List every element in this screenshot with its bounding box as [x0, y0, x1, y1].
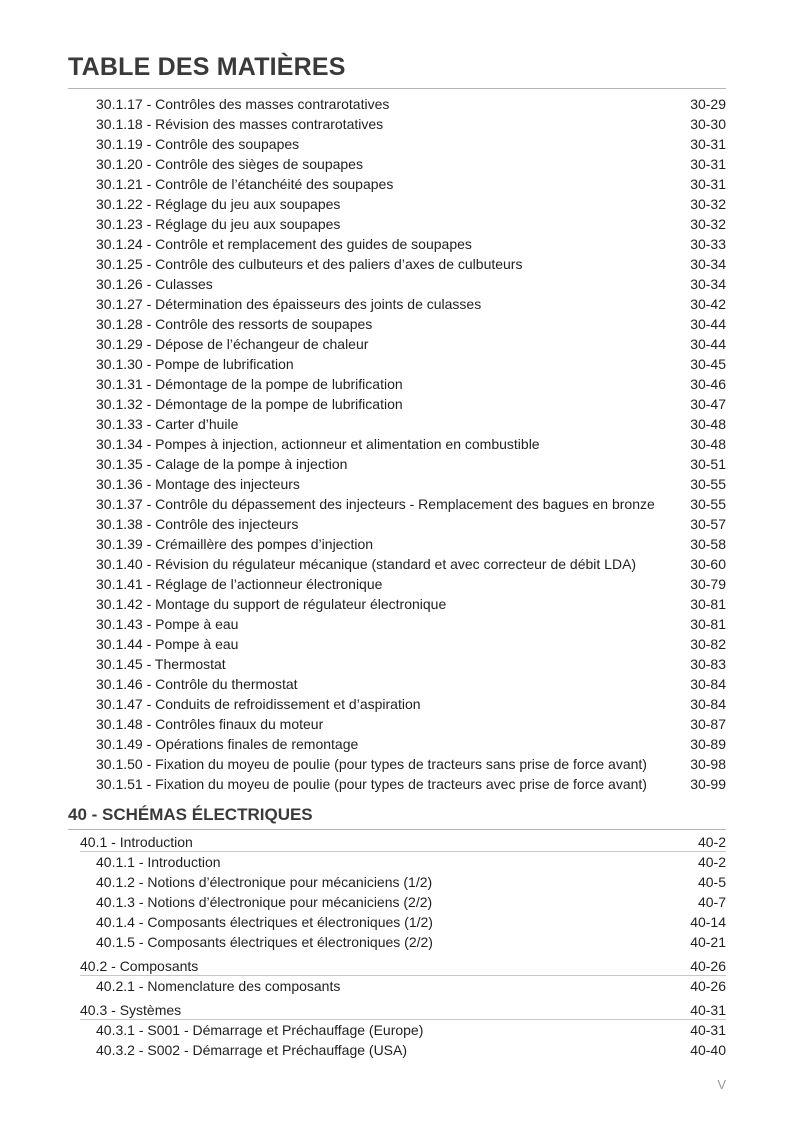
toc-entry[interactable] [96, 94, 726, 114]
toc-entry-label: 30.1.33 - Carter d’huile [96, 416, 239, 432]
toc-entry-label: 30.1.42 - Montage du support de régulateur électronique [96, 596, 447, 612]
toc-entry-page: 30-48 [690, 436, 726, 452]
toc-entry[interactable] [96, 114, 726, 134]
toc-entry-label: 30.1.30 - Pompe de lubrification [96, 356, 294, 372]
toc-entry[interactable] [96, 254, 726, 274]
toc-entry-page: 30-60 [690, 556, 726, 572]
toc-subsection-label: 40.3 - Systèmes [80, 1002, 182, 1018]
toc-entry-page: 30-46 [690, 376, 726, 392]
toc-entry-label: 30.1.46 - Contrôle du thermostat [96, 676, 298, 692]
toc-entry[interactable] [96, 654, 726, 674]
toc-entry-page: 40-2 [697, 854, 726, 870]
toc-entry-page: 30-42 [690, 296, 726, 312]
toc-entry-label: 30.1.27 - Détermination des épaisseurs des joints de culasses [96, 296, 482, 312]
toc-entry-page: 30-45 [690, 356, 726, 372]
page-title: TABLE DES MATIÈRES [68, 53, 346, 81]
toc-entry-label: 30.1.40 - Révision du régulateur mécanique (standard et avec correcteur de débit LDA) [96, 556, 637, 572]
toc-entry[interactable] [96, 314, 726, 334]
toc-entry-label: 40.2.1 - Nomenclature des composants [96, 978, 341, 994]
toc-entry-label: 30.1.43 - Pompe à eau [96, 616, 239, 632]
toc-entry-page: 30-57 [690, 516, 726, 532]
toc-entry[interactable] [96, 774, 726, 794]
toc-entry-label: 40.1.5 - Composants électriques et électroniques (2/2) [96, 934, 433, 950]
toc-entry-label: 40.3.2 - S002 - Démarrage et Préchauffage (USA) [96, 1042, 408, 1058]
toc-entry[interactable] [96, 594, 726, 614]
toc-entry[interactable] [96, 574, 726, 594]
toc-entry[interactable] [96, 872, 726, 892]
toc-entry[interactable] [96, 1020, 726, 1040]
toc-entry-label: 30.1.44 - Pompe à eau [96, 636, 239, 652]
toc-entry-page: 30-99 [690, 776, 726, 792]
toc-entry-label: 40.1.3 - Notions d’électronique pour mécaniciens (2/2) [96, 894, 433, 910]
toc-entry-label: 30.1.35 - Calage de la pompe à injection [96, 456, 348, 472]
toc-entry-label: 30.1.31 - Démontage de la pompe de lubrification [96, 376, 403, 392]
toc-entry-page: 30-51 [690, 456, 726, 472]
toc-entry-label: 30.1.49 - Opérations finales de remontage [96, 736, 359, 752]
toc-entry[interactable] [96, 734, 726, 754]
toc-entry[interactable] [96, 674, 726, 694]
toc-entry-label: 40.3.1 - S001 - Démarrage et Préchauffage (Europe) [96, 1022, 424, 1038]
toc-entry-label: 30.1.24 - Contrôle et remplacement des guides de soupapes [96, 236, 472, 252]
toc-subsection[interactable] [80, 1000, 726, 1020]
toc-entry-label: 30.1.38 - Contrôle des injecteurs [96, 516, 299, 532]
toc-subsection-page: 40-2 [697, 834, 726, 850]
toc-entry[interactable] [96, 634, 726, 654]
toc-entry[interactable] [96, 892, 726, 912]
section-divider [68, 829, 726, 830]
toc-entry-page: 30-55 [690, 496, 726, 512]
toc-entry-page: 30-31 [690, 136, 726, 152]
toc-entry-label: 30.1.48 - Contrôles finaux du moteur [96, 716, 324, 732]
toc-entry-page: 40-14 [690, 914, 726, 930]
toc-entry-page: 30-44 [690, 336, 726, 352]
page-number: V [717, 1077, 726, 1092]
toc-entry-page: 30-48 [690, 416, 726, 432]
toc-entry-page: 30-89 [690, 736, 726, 752]
toc-entry-page: 30-87 [690, 716, 726, 732]
toc-entry-label: 30.1.19 - Contrôle des soupapes [96, 136, 300, 152]
toc-entry[interactable] [96, 274, 726, 294]
toc-entry[interactable] [96, 932, 726, 952]
toc-entry-page: 30-82 [690, 636, 726, 652]
toc-entry-label: 30.1.18 - Révision des masses contrarotatives [96, 116, 384, 132]
toc-entry-label: 30.1.41 - Réglage de l’actionneur électronique [96, 576, 383, 592]
toc-entry-label: 30.1.17 - Contrôles des masses contrarotatives [96, 96, 390, 112]
toc-entry-label: 30.1.21 - Contrôle de l’étanchéité des soupapes [96, 176, 394, 192]
toc-entry[interactable] [96, 294, 726, 314]
toc-entry[interactable] [96, 454, 726, 474]
toc-entry[interactable] [96, 534, 726, 554]
toc-entry-page: 30-44 [690, 316, 726, 332]
toc-entry-label: 30.1.47 - Conduits de refroidissement et d’aspiration [96, 696, 421, 712]
toc-entry[interactable] [96, 134, 726, 154]
toc-entry[interactable] [96, 514, 726, 534]
toc-entry-page: 30-79 [690, 576, 726, 592]
toc-entry-page: 30-55 [690, 476, 726, 492]
toc-subsection-page: 40-31 [690, 1002, 726, 1018]
toc-entry-page: 30-31 [690, 156, 726, 172]
toc-subsection[interactable] [80, 832, 726, 852]
toc-entry-label: 30.1.37 - Contrôle du dépassement des injecteurs - Remplacement des bagues en bronze [96, 496, 655, 512]
toc-entry-page: 30-33 [690, 236, 726, 252]
toc-entry-page: 30-83 [690, 656, 726, 672]
toc-entry[interactable] [96, 754, 726, 774]
toc-entry-page: 30-32 [690, 216, 726, 232]
toc-entry-label: 30.1.36 - Montage des injecteurs [96, 476, 300, 492]
toc-entry-page: 30-98 [690, 756, 726, 772]
toc-entry-label: 30.1.23 - Réglage du jeu aux soupapes [96, 216, 341, 232]
toc-entry-label: 30.1.20 - Contrôle des sièges de soupapes [96, 156, 363, 172]
toc-entry-label: 30.1.32 - Démontage de la pompe de lubrification [96, 396, 403, 412]
toc-entry[interactable] [96, 414, 726, 434]
toc-entry-page: 30-81 [690, 596, 726, 612]
toc-entry-label: 30.1.39 - Crémaillère des pompes d’injection [96, 536, 374, 552]
toc-entry-page: 40-26 [690, 978, 726, 994]
toc-subsection-label: 40.2 - Composants [80, 958, 199, 974]
toc-entry-page: 30-34 [690, 276, 726, 292]
toc-entry[interactable] [96, 394, 726, 414]
toc-entry-label: 40.1.4 - Composants électriques et électroniques (1/2) [96, 914, 433, 930]
toc-entry[interactable] [96, 154, 726, 174]
toc-entry[interactable] [96, 494, 726, 514]
toc-entry[interactable] [96, 234, 726, 254]
toc-entry-page: 30-32 [690, 196, 726, 212]
toc-entry[interactable] [96, 614, 726, 634]
toc-subsection-page: 40-26 [690, 958, 726, 974]
toc-entry-page: 30-81 [690, 616, 726, 632]
toc-entry-label: 30.1.25 - Contrôle des culbuteurs et des paliers d’axes de culbuteurs [96, 256, 523, 272]
toc-entry-label: 40.1.2 - Notions d’électronique pour mécaniciens (1/2) [96, 874, 433, 890]
toc-entry-page: 30-34 [690, 256, 726, 272]
toc-entry-label: 30.1.45 - Thermostat [96, 656, 226, 672]
section-heading: 40 - SCHÉMAS ÉLECTRIQUES [68, 805, 313, 824]
toc-entry-page: 40-21 [690, 934, 726, 950]
toc-entry[interactable] [96, 334, 726, 354]
title-divider [68, 88, 726, 89]
toc-entry-label: 30.1.50 - Fixation du moyeu de poulie (pour types de tracteurs sans prise de force avant) [96, 756, 647, 772]
toc-entry-page: 30-84 [690, 696, 726, 712]
toc-entry-page: 30-31 [690, 176, 726, 192]
toc-entry-label: 30.1.28 - Contrôle des ressorts de soupapes [96, 316, 373, 332]
toc-entry[interactable] [96, 434, 726, 454]
toc-entry[interactable] [96, 976, 726, 996]
toc-entry[interactable] [96, 214, 726, 234]
toc-entry-label: 30.1.51 - Fixation du moyeu de poulie (pour types de tracteurs avec prise de force avant) [96, 776, 647, 792]
toc-entry[interactable] [96, 554, 726, 574]
toc-entry-label: 30.1.26 - Culasses [96, 276, 213, 292]
toc-entry[interactable] [96, 354, 726, 374]
toc-entry[interactable] [96, 374, 726, 394]
toc-entry-page: 30-58 [690, 536, 726, 552]
toc-entry[interactable] [96, 694, 726, 714]
toc-entry[interactable] [96, 912, 726, 932]
toc-entry[interactable] [96, 1040, 726, 1060]
toc-entry-page: 40-40 [690, 1042, 726, 1058]
toc-subsection-label: 40.1 - Introduction [80, 834, 193, 850]
toc-entry-page: 40-31 [690, 1022, 726, 1038]
toc-entry-page: 40-7 [697, 894, 726, 910]
toc-entry[interactable] [96, 474, 726, 494]
toc-entry-label: 30.1.29 - Dépose de l’échangeur de chaleur [96, 336, 369, 352]
toc-entry-page: 30-84 [690, 676, 726, 692]
toc-subsection[interactable] [80, 956, 726, 976]
toc-entry-page: 30-30 [690, 116, 726, 132]
toc-entry[interactable] [96, 714, 726, 734]
toc-entry[interactable] [96, 194, 726, 214]
toc-entry-label: 30.1.22 - Réglage du jeu aux soupapes [96, 196, 341, 212]
toc-entry-label: 40.1.1 - Introduction [96, 854, 221, 870]
toc-entry-page: 30-29 [690, 96, 726, 112]
toc-entry-label: 30.1.34 - Pompes à injection, actionneur et alimentation en combustible [96, 436, 540, 452]
toc-entry[interactable] [96, 174, 726, 194]
toc-entry[interactable] [96, 852, 726, 872]
toc-entry-page: 40-5 [697, 874, 726, 890]
toc-entry-page: 30-47 [690, 396, 726, 412]
